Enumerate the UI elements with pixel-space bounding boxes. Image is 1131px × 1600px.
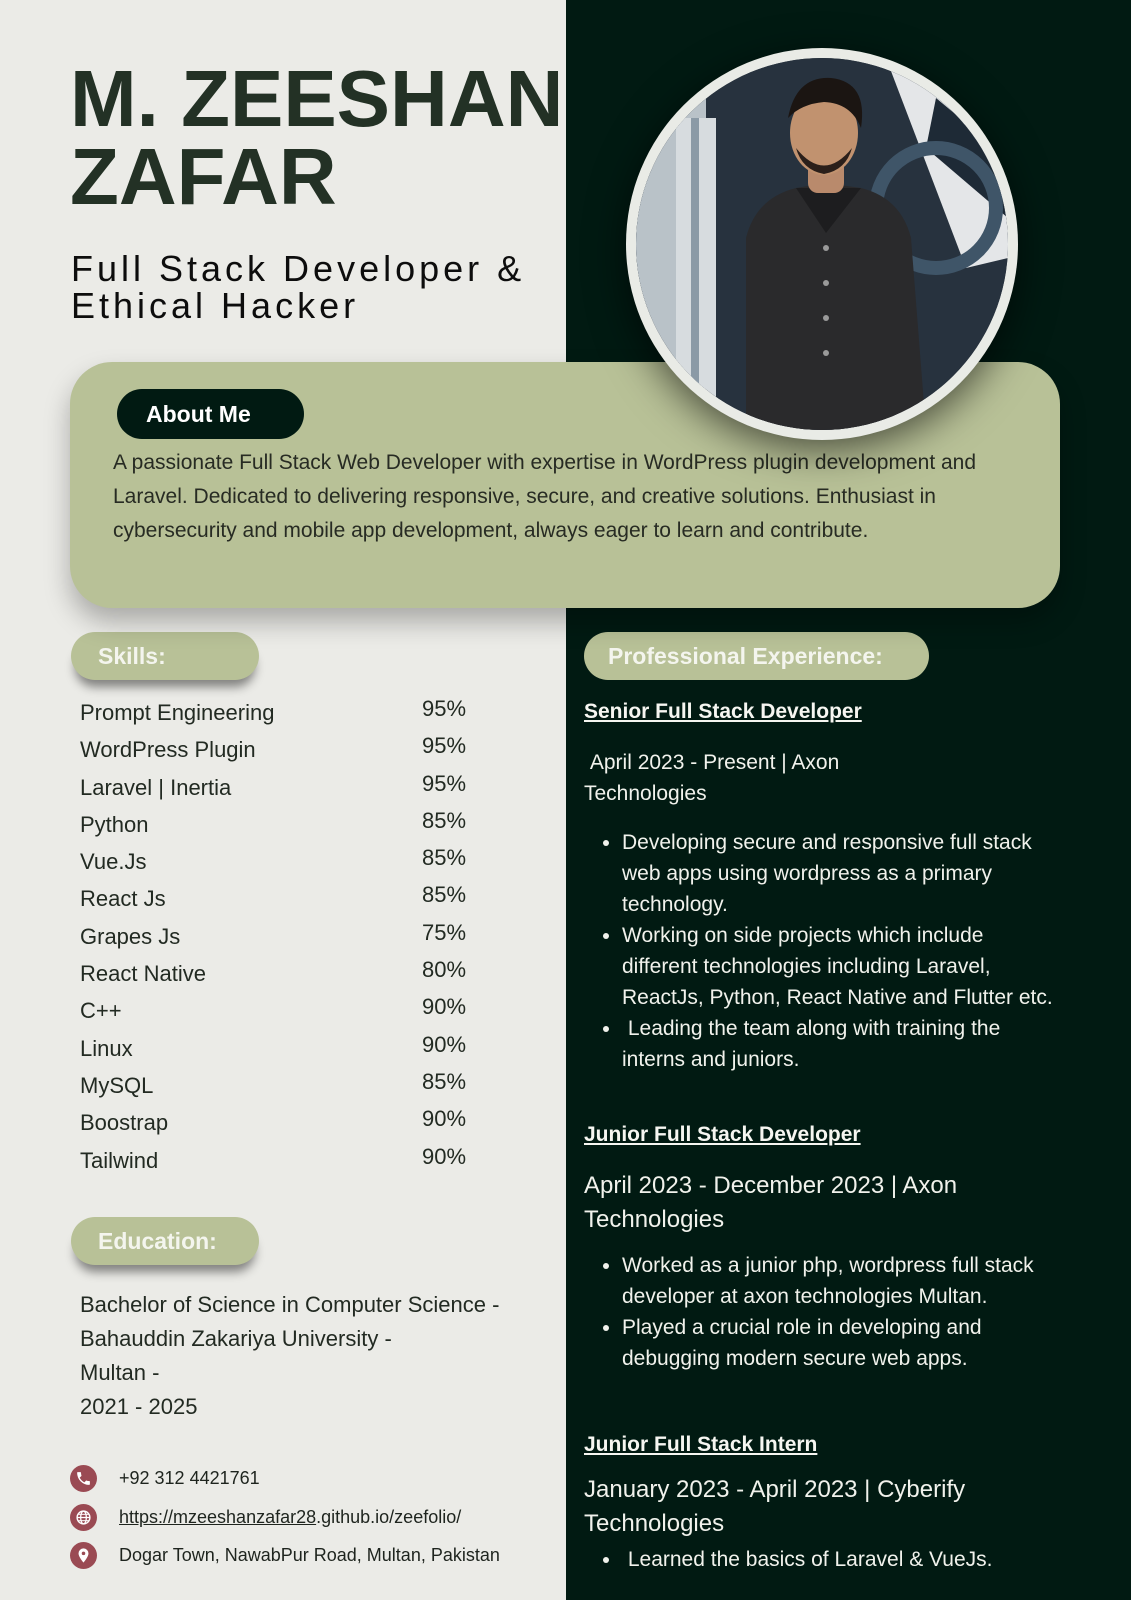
skill-name: Linux [80, 1035, 133, 1061]
experience-bullet: • Leading the team along with training the interns and juniors. [622, 1013, 1054, 1075]
skill-name: React Js [80, 886, 166, 912]
skill-name: Grapes Js [80, 923, 181, 949]
skill-name: Boostrap [80, 1110, 169, 1136]
experience-bullets [584, 827, 1054, 1075]
skill-item [80, 769, 500, 806]
skill-level: 85% [422, 1068, 467, 1094]
name-line-1: M. ZEESHAN [70, 54, 564, 143]
skills-list [80, 694, 500, 1179]
location-pin-icon [70, 1542, 97, 1569]
experience-bullet: • Working on side projects which include different technologies including Laravel, ReactJs, Python, React Native and Flutter etc. [622, 920, 1054, 1013]
skills-heading: Skills: [71, 632, 259, 680]
experience-bullet: • Played a crucial role in developing and debugging modern secure web apps. [622, 1312, 1054, 1374]
skill-item [80, 806, 500, 843]
experience-bullets [584, 1250, 1054, 1374]
skill-item [80, 918, 500, 955]
experience-dates: January 2023 - April 2023 | Cyberify Technologies [584, 1476, 966, 1537]
experience-title: Senior Full Stack Developer [584, 700, 862, 723]
about-text: A passionate Full Stack Web Developer with expertise in WordPress plugin development and Laravel. Dedicated to delivering responsive, secure, and creative solutions. Enthusiast in cybersecurity and mobile app development, always eager to learn and contribute. [113, 451, 977, 542]
experience-entry [584, 1123, 1054, 1374]
skill-name: Prompt Engineering [80, 700, 275, 725]
skill-level: 95% [422, 733, 467, 759]
title-line-2: Ethical Hacker [71, 285, 360, 326]
experience-title: Junior Full Stack Developer [584, 1123, 861, 1146]
website-link[interactable] [119, 1507, 461, 1528]
skill-level: 90% [422, 1031, 467, 1057]
education-heading: Education: [71, 1217, 259, 1265]
skill-name: Laravel | Inertia [80, 774, 232, 800]
skill-level: 75% [422, 919, 467, 945]
phone-number: +92 312 4421761 [119, 1467, 260, 1488]
skill-name: React Native [80, 961, 206, 987]
education-line: Multan - [80, 1360, 160, 1385]
skill-item [80, 1142, 500, 1179]
skill-item [80, 694, 500, 731]
title-line-1: Full Stack Developer & [71, 248, 526, 289]
website-link-rest[interactable]: .github.io/zeefolio/ [316, 1506, 462, 1527]
experience-entry [584, 1433, 1054, 1575]
website-link-underlined[interactable]: https://mzeeshanzafar28 [119, 1506, 317, 1527]
about-heading: About Me [117, 389, 304, 439]
profile-photo-frame [626, 48, 1018, 440]
skill-item [80, 880, 500, 917]
experience-heading: Professional Experience: [584, 632, 929, 680]
profile-photo-illustration [636, 58, 1008, 430]
skill-item [80, 955, 500, 992]
experience-bullets [584, 1544, 1054, 1575]
experience-bullet: • Learned the basics of Laravel & VueJs. [622, 1544, 1054, 1575]
skill-level: 90% [422, 1106, 467, 1132]
skill-name: Tailwind [80, 1147, 159, 1173]
skill-item [80, 1030, 500, 1067]
experience-dates: April 2023 - December 2023 | Axon Technologies [584, 1172, 958, 1233]
education-line: 2021 - 2025 [80, 1394, 198, 1419]
contact-website[interactable] [70, 1502, 560, 1532]
skill-name: MySQL [80, 1072, 154, 1098]
skill-item [80, 992, 500, 1029]
skill-level: 85% [422, 845, 467, 871]
experience-title: Junior Full Stack Intern [584, 1433, 818, 1456]
skill-item [80, 1067, 500, 1104]
experience-bullet: • Developing secure and responsive full stack web apps using wordpress as a primary technology. [622, 827, 1054, 920]
candidate-name [70, 54, 564, 221]
experience-dates: April 2023 - Present | Axon Technologies [584, 751, 845, 805]
profile-photo [636, 58, 1008, 430]
skill-level: 85% [422, 882, 467, 908]
experience-entry [584, 700, 1054, 1075]
education-line: Bachelor of Science in Computer Science - [80, 1292, 500, 1317]
skill-item [80, 843, 500, 880]
job-title [71, 250, 525, 324]
skill-level: 90% [422, 994, 467, 1020]
skill-name: WordPress Plugin [80, 737, 256, 763]
skill-level: 80% [422, 957, 467, 983]
skill-level: 85% [422, 807, 467, 833]
skill-name: C++ [80, 998, 122, 1024]
address-text: Dogar Town, NawabPur Road, Multan, Pakistan [119, 1544, 500, 1565]
experience-bullet: • Worked as a junior php, wordpress full stack developer at axon technologies Multan. [622, 1250, 1054, 1312]
phone-icon [70, 1465, 97, 1492]
contact-address [70, 1540, 560, 1570]
skill-name: Vue.Js [80, 849, 147, 875]
skill-item [80, 731, 500, 768]
education-details [80, 1288, 499, 1424]
contact-phone [70, 1463, 560, 1493]
skill-level: 90% [422, 1143, 467, 1169]
skill-level: 95% [422, 770, 467, 796]
name-line-2: ZAFAR [70, 132, 337, 221]
globe-icon [70, 1504, 97, 1531]
skill-name: Python [80, 811, 149, 837]
skill-item [80, 1104, 500, 1141]
skill-level: 95% [422, 696, 467, 721]
education-line: Bahauddin Zakariya University - [80, 1326, 392, 1351]
